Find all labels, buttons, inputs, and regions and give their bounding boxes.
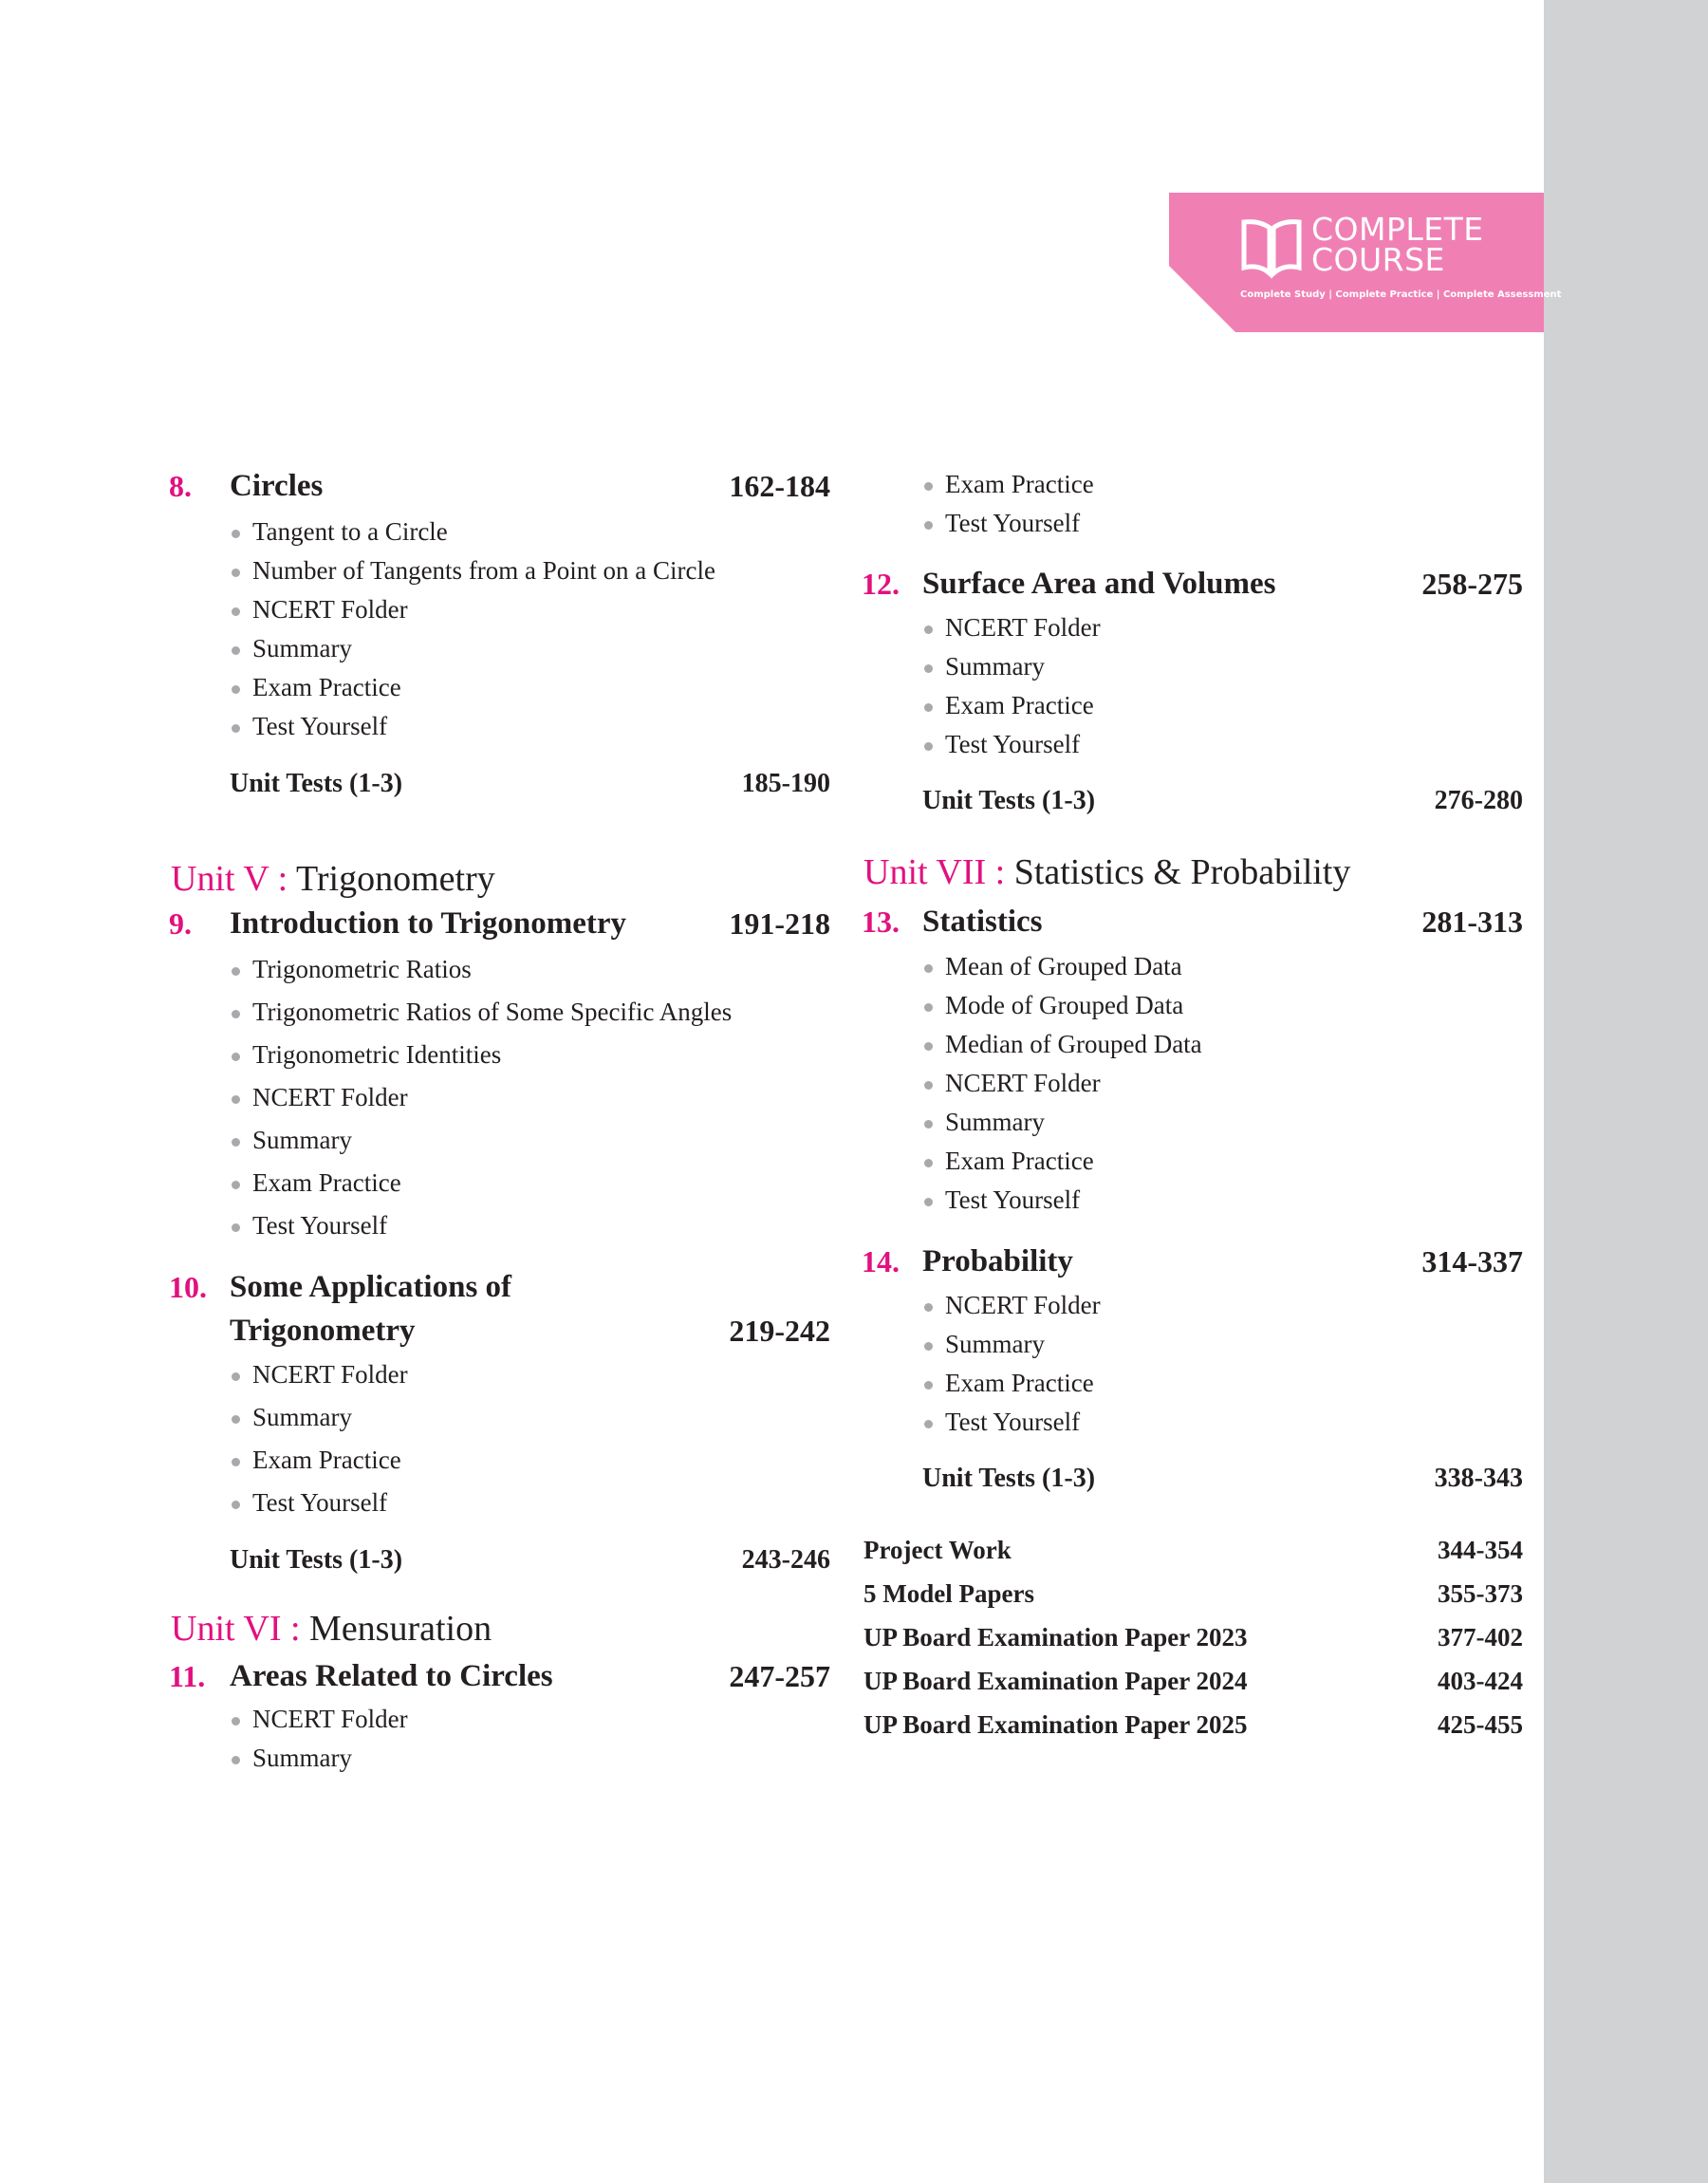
chapter-pages: 258-275 [1421, 567, 1523, 601]
brand-name-line2: COURSE [1311, 241, 1445, 278]
side-strip [1544, 0, 1708, 2183]
unit-tests-title: Unit Tests (1-3) [922, 786, 1096, 815]
toc-item: Test Yourself [922, 730, 1080, 759]
misc-entry-pages: 344-354 [1438, 1536, 1523, 1564]
brand-name-line1: COMPLETE [1311, 211, 1484, 248]
toc-item: NCERT Folder [922, 1069, 1101, 1098]
toc-item: Mean of Grouped Data [922, 952, 1182, 981]
misc-entry-pages: 377-402 [1438, 1623, 1523, 1651]
unit-heading [171, 858, 495, 900]
unit-label: Unit VI : [171, 1609, 301, 1649]
chapter-pages: 281-313 [1421, 905, 1523, 939]
toc-item: Median of Grouped Data [922, 1030, 1202, 1059]
chapter-pages: 191-218 [729, 906, 830, 941]
unit-label: Unit VII : [863, 852, 1006, 892]
brand-tagline: Complete Study | Complete Practice | Complete Assessment [1240, 289, 1562, 300]
chapter-title: Probability [922, 1244, 1073, 1278]
chapter-number: 10. [169, 1270, 207, 1304]
unit-label: Unit V : [171, 859, 288, 899]
misc-entry-title: Project Work [863, 1536, 1012, 1564]
chapter-title-continued: Trigonometry [230, 1314, 416, 1348]
toc-item: Test Yourself [922, 509, 1080, 538]
chapter-number: 9. [169, 906, 192, 941]
toc-item: Trigonometric Identities [230, 1040, 501, 1070]
chapter-title: Introduction to Trigonometry [230, 906, 626, 941]
chapter-number: 8. [169, 469, 192, 503]
toc-item: Summary [922, 1108, 1045, 1137]
toc-item: Test Yourself [230, 1488, 387, 1518]
chapter-number: 13. [862, 905, 900, 939]
toc-item: Number of Tangents from a Point on a Circle [230, 556, 715, 586]
chapter-number: 11. [169, 1659, 206, 1693]
toc-item: Summary [922, 1330, 1045, 1359]
toc-item: NCERT Folder [230, 1360, 408, 1390]
toc-item: Summary [230, 1126, 352, 1155]
misc-entry-title: UP Board Examination Paper 2025 [863, 1710, 1248, 1739]
chapter-pages: 247-257 [729, 1659, 830, 1693]
misc-entry-pages: 355-373 [1438, 1579, 1523, 1608]
unit-name: Mensuration [309, 1609, 492, 1649]
unit-tests-title: Unit Tests (1-3) [230, 769, 403, 798]
toc-item: NCERT Folder [230, 595, 408, 625]
chapter-number: 12. [862, 567, 900, 601]
chapter-pages: 314-337 [1421, 1244, 1523, 1278]
unit-tests-title: Unit Tests (1-3) [230, 1545, 403, 1575]
toc-item: Exam Practice [230, 1168, 401, 1198]
chapter-title: Surface Area and Volumes [922, 567, 1276, 601]
open-book-icon [1238, 216, 1305, 279]
chapter-title: Circles [230, 469, 324, 503]
unit-tests-pages: 276-280 [1434, 786, 1523, 815]
misc-entry-pages: 403-424 [1438, 1667, 1523, 1695]
unit-tests-pages: 338-343 [1434, 1464, 1523, 1493]
chapter-pages: 162-184 [729, 469, 830, 503]
toc-item: Exam Practice [922, 470, 1094, 499]
unit-tests-pages: 185-190 [741, 769, 830, 798]
toc-item: NCERT Folder [230, 1083, 408, 1112]
brand-banner [1169, 193, 1562, 332]
toc-item: Exam Practice [230, 1446, 401, 1475]
chapter-title: Statistics [922, 905, 1043, 939]
toc-item: Test Yourself [230, 1211, 387, 1241]
unit-name: Statistics & Probability [1013, 852, 1351, 892]
toc-item: Exam Practice [922, 691, 1094, 720]
toc-item: Summary [230, 1744, 352, 1773]
toc-item: Exam Practice [922, 1147, 1094, 1176]
unit-tests-title: Unit Tests (1-3) [922, 1464, 1096, 1493]
toc-item: Tangent to a Circle [230, 517, 448, 547]
toc-item: Exam Practice [922, 1369, 1094, 1398]
toc-item: NCERT Folder [922, 1291, 1101, 1320]
misc-entry-title: 5 Model Papers [863, 1579, 1034, 1608]
toc-item: Test Yourself [922, 1185, 1080, 1215]
unit-name: Trigonometry [296, 859, 495, 899]
chapter-number: 14. [862, 1244, 900, 1278]
misc-entry-title: UP Board Examination Paper 2023 [863, 1623, 1248, 1651]
chapter-title: Areas Related to Circles [230, 1659, 553, 1693]
unit-heading [863, 851, 1350, 893]
chapter-pages: 219-242 [729, 1314, 830, 1348]
toc-item: Test Yourself [230, 712, 387, 741]
toc-item: Summary [230, 1403, 352, 1432]
chapter-title: Some Applications of [230, 1270, 512, 1304]
toc-item: Trigonometric Ratios [230, 955, 472, 984]
toc-item: NCERT Folder [922, 613, 1101, 643]
misc-entry-title: UP Board Examination Paper 2024 [863, 1667, 1248, 1695]
toc-item: Test Yourself [922, 1408, 1080, 1437]
toc-item: Summary [922, 652, 1045, 681]
toc-item: Summary [230, 634, 352, 663]
toc-item: Exam Practice [230, 673, 401, 702]
misc-entry-pages: 425-455 [1438, 1710, 1523, 1739]
toc-item: Mode of Grouped Data [922, 991, 1183, 1020]
unit-tests-pages: 243-246 [741, 1545, 830, 1575]
toc-item: Trigonometric Ratios of Some Specific Angles [230, 998, 732, 1027]
toc-item: NCERT Folder [230, 1705, 408, 1734]
unit-heading [171, 1608, 492, 1650]
